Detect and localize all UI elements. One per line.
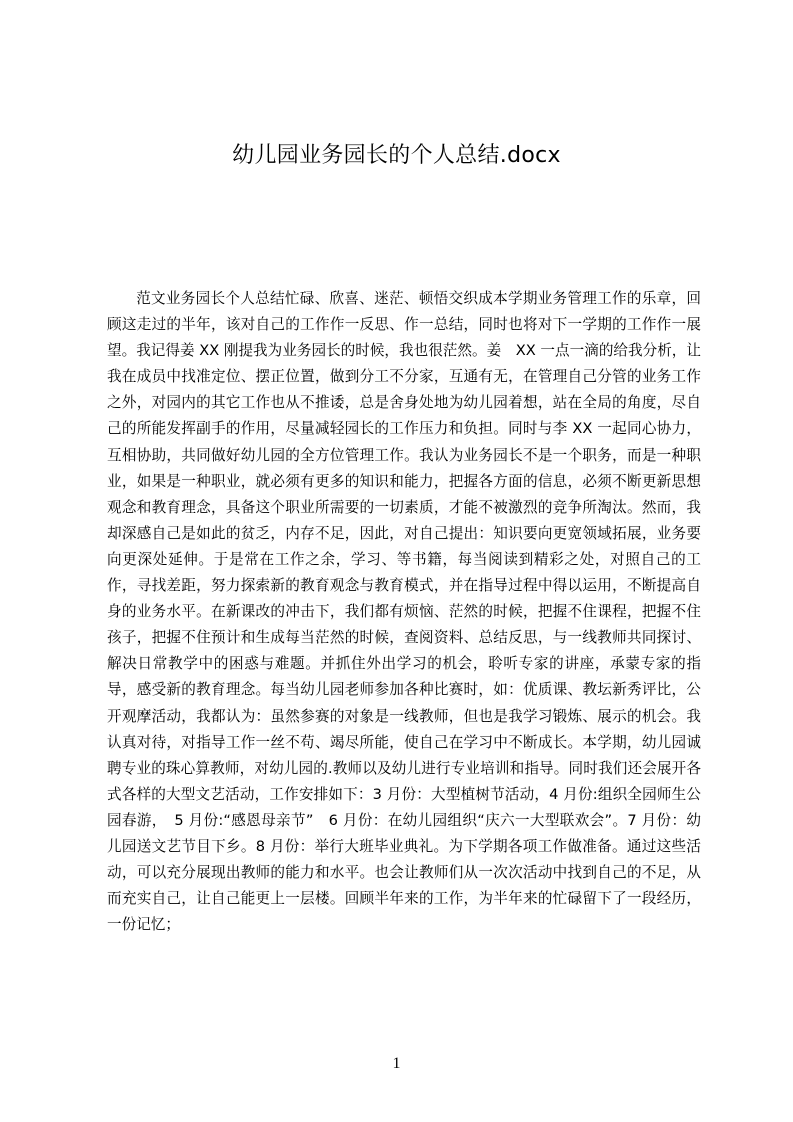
- page-number: 1: [392, 1055, 401, 1072]
- document-title: 幼儿园业务园长的个人总结.docx: [232, 143, 561, 168]
- body-paragraph: 范文业务园长个人总结忙碌、欣喜、迷茫、顿悟交织成本学期业务管理工作的乐章，回顾这走过的半年，该对自己的工作作一反思、作一总结，同时也将对下一学期的工作作一展望。我记得姜 XX 刚提我为业务园长的时候，我也很茫然。姜 XX 一点一滴的给我分析，让我在成员中找准定位、摆正位置，做到分工不分家，互通有无，在管理自己分管的业务工作之外，对园内的其它工作也从不推诿，总是舍身处地为幼儿园着想，站在全局的角度，尽自己的所能发挥副手的作用，尽量减轻园长的工作压力和负担。同时与李 XX 一起同心协力，互相协助，共同做好幼儿园的全方位管理工作。我认为业务园长不是一个职务，而是一种职业，如果是一种职业，就必须有更多的知识和能力，把握各方面的信息，必须不断更新思想观念和教育理念，具备这个职业所需要的一切素质，才能不被激烈的竞争所淘汰。然而，我却深感自己是如此的贫乏，内存不足，因此，对自己提出：知识要向更宽领域拓展，业务要向更深处延伸。于是常在工作之余，学习、等书籍，每当阅读到精彩之处，对照自己的工作，寻找差距，努力探索新的教育观念与教育模式，并在指导过程中得以运用，不断提高自身的业务水平。在新课改的冲击下，我们都有烦恼、茫然的时候，把握不住课程，把握不住孩子，把握不住预计和生成每当茫然的时候，查阅资料、总结反思，与一线教师共同探讨、解决日常教学中的困惑与难题。并抓住外出学习的机会，聆听专家的讲座，承蒙专家的指导，感受新的教育理念。每当幼儿园老师参加各种比赛时，如：优质课、教坛新秀评比，公开观摩活动，我都认为：虽然参赛的对象是一线教师，但也是我学习锻炼、展示的机会。我认真对待，对指导工作一丝不苟、竭尽所能，使自己在学习中不断成长。本学期，幼儿园诚聘专业的珠心算教师，对幼儿园的.教师以及幼儿进行专业培训和指导。同时我们还会展开各式各样的大型文艺活动，工作安排如下：3 月份：大型植树节活动，4 月份:组织全园师生公园春游， 5 月份:“感恩母亲节” 6 月份：在幼儿园组织“庆六一大型联欢会”。7 月份：幼儿园送文艺节目下乡。8 月份：举行大班毕业典礼。为下学期各项工作做准备。通过这些活动，可以充分展现出教师的能力和水平。也会让教师们从一次次活动中找到自己的不足，从而充实自己，让自己能更上一层楼。回顾半年来的工作，为半年来的忙碌留下了一段经历，一份记忆；: [107, 290, 701, 934]
